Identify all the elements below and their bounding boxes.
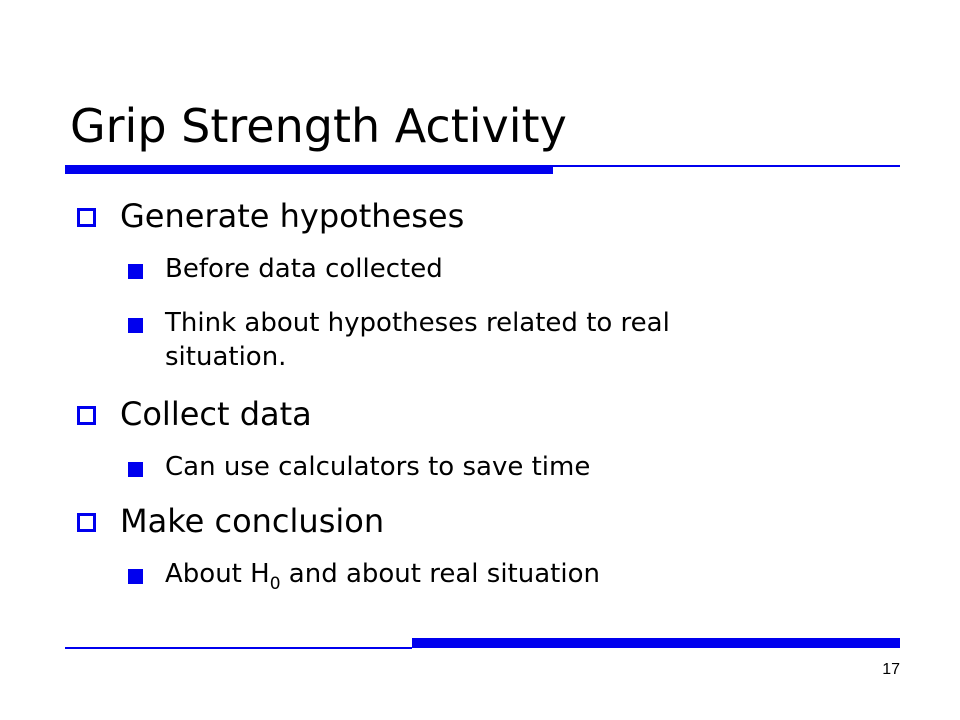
title-underline-thick: [65, 165, 553, 174]
bullet-text: Make conclusion: [120, 502, 385, 540]
filled-square-bullet-icon: [128, 318, 143, 333]
hollow-square-bullet-icon: [77, 406, 96, 425]
sub-bullet-text: Before data collected: [165, 254, 443, 284]
filled-square-bullet-icon: [128, 264, 143, 279]
slide-title: Grip Strength Activity: [70, 99, 567, 153]
bullet-text: Collect data: [120, 395, 312, 433]
filled-square-bullet-icon: [128, 462, 143, 477]
bullet-text: Generate hypotheses: [120, 197, 465, 235]
sub-bullet-text: [165, 557, 600, 594]
hollow-square-bullet-icon: [77, 513, 96, 532]
subscript-zero: 0: [269, 574, 281, 594]
sub-bullet-text-continued: situation.: [165, 342, 287, 372]
footer-rule-thin: [65, 647, 412, 649]
text-after-subscript: and about real situation: [280, 559, 600, 589]
sub-bullet-text: Can use calculators to save time: [165, 452, 591, 482]
hollow-square-bullet-icon: [77, 208, 96, 227]
filled-square-bullet-icon: [128, 569, 143, 584]
sub-bullet-text: Think about hypotheses related to real: [165, 308, 670, 338]
page-number: 17: [882, 661, 900, 678]
text-before-subscript: About H: [165, 559, 270, 589]
title-underline-thin: [553, 165, 900, 167]
footer-rule-thick: [412, 638, 900, 648]
